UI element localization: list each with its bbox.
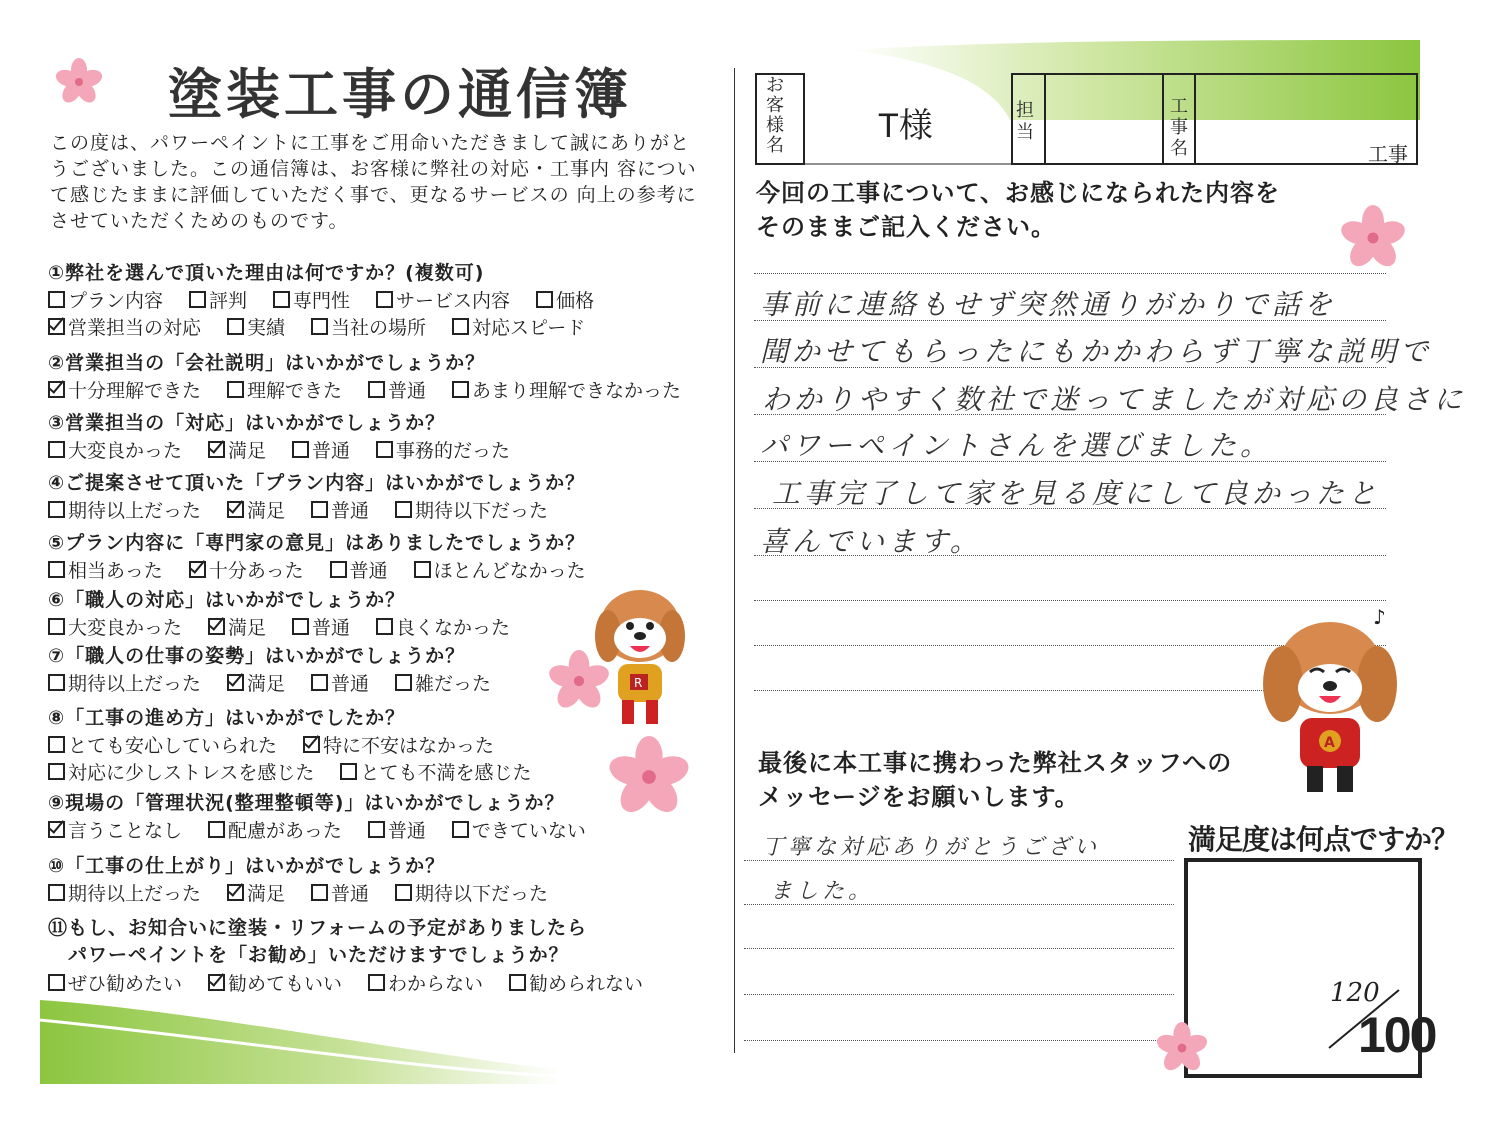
checkbox-icon[interactable]	[452, 821, 469, 838]
question-10-text: ⑩「工事の仕上がり」はいかがでしょうか？	[48, 855, 446, 877]
option-label: サービス内容	[396, 290, 511, 312]
option-label: できていない	[471, 820, 586, 842]
checkbox-icon[interactable]	[395, 501, 412, 518]
option-label: 大変良かった	[68, 440, 183, 462]
option-label: とても安心していられた	[68, 735, 278, 757]
writing-line	[754, 600, 1386, 601]
checkbox-icon[interactable]	[536, 291, 553, 308]
checkbox-icon[interactable]	[330, 561, 347, 578]
work-name-label: 工事名	[1170, 96, 1188, 159]
dog-mascot-a-icon	[1255, 606, 1405, 796]
question-option[interactable]	[330, 560, 388, 582]
score-title: 満足度は何点ですか？	[1188, 823, 1459, 856]
question-option[interactable]	[48, 380, 201, 402]
option-label: 普通	[312, 440, 351, 462]
checkbox-icon[interactable]	[395, 674, 412, 691]
checkbox-icon[interactable]	[368, 381, 385, 398]
question-option[interactable]	[452, 380, 681, 402]
checkbox-icon[interactable]	[48, 501, 65, 518]
option-label: ぜひ勧めたい	[68, 973, 183, 995]
checkbox-checked-icon[interactable]	[208, 618, 225, 635]
checkbox-icon[interactable]	[376, 441, 393, 458]
question-8-options	[48, 731, 520, 758]
checkbox-checked-icon[interactable]	[48, 318, 65, 335]
dog-mascot-r-icon	[590, 578, 690, 728]
checkbox-icon[interactable]	[414, 561, 431, 578]
checkbox-icon[interactable]	[376, 618, 393, 635]
score-value: 120	[1330, 978, 1380, 1008]
question-option[interactable]	[48, 317, 201, 339]
question-option[interactable]	[48, 973, 182, 995]
option-label: 満足	[228, 440, 267, 462]
page-divider	[734, 68, 735, 1053]
message-prompt-line2: メッセージをお願いします。	[758, 783, 1080, 811]
question-option[interactable]	[311, 500, 369, 522]
question-option[interactable]	[227, 673, 285, 695]
staff-label: 担当	[1016, 100, 1034, 143]
question-option[interactable]	[452, 820, 586, 842]
svg-text:A: A	[1324, 735, 1335, 751]
question-option[interactable]	[340, 762, 531, 784]
option-label: 満足	[247, 883, 286, 905]
handwritten-impression-line: 事前に連絡もせず突然通りがかりで話を	[760, 288, 1337, 321]
checkbox-icon[interactable]	[311, 501, 328, 518]
option-label: とても不満を感じた	[360, 762, 532, 784]
writing-line	[744, 948, 1174, 949]
checkbox-icon[interactable]	[227, 381, 244, 398]
checkbox-icon[interactable]	[311, 318, 328, 335]
question-option[interactable]	[227, 380, 342, 402]
question-10-options	[48, 879, 574, 906]
checkbox-checked-icon[interactable]	[48, 821, 65, 838]
question-7-options	[48, 669, 517, 696]
question-option[interactable]	[48, 500, 201, 522]
question-8-text: ⑧「工事の進め方」はいかがでしたか？	[48, 707, 406, 729]
question-option[interactable]	[292, 617, 350, 639]
question-5-options	[48, 556, 612, 583]
impression-prompt-line1: 今回の工事について、お感じになられた内容を	[756, 179, 1281, 207]
checkbox-icon[interactable]	[48, 674, 65, 691]
writing-line	[754, 273, 1386, 274]
question-option[interactable]	[227, 317, 285, 339]
question-1-options	[48, 313, 611, 340]
checkbox-icon[interactable]	[452, 318, 469, 335]
checkbox-icon[interactable]	[227, 318, 244, 335]
handwritten-impression-line: 喜んでいます。	[760, 525, 982, 558]
question-1-options	[48, 286, 620, 313]
checkbox-icon[interactable]	[48, 291, 65, 308]
option-label: 相当あった	[68, 560, 163, 582]
option-label: 事務的だった	[396, 440, 511, 462]
message-prompt-line1: 最後に本工事に携わった弊社スタッフへの	[758, 749, 1233, 777]
checkbox-icon[interactable]	[48, 561, 65, 578]
checkbox-icon[interactable]	[48, 618, 65, 635]
checkbox-icon[interactable]	[208, 821, 225, 838]
checkbox-icon[interactable]	[340, 763, 357, 780]
option-label: 言うことなし	[68, 820, 183, 842]
writing-line	[744, 1040, 1174, 1041]
question-option[interactable]	[189, 290, 247, 312]
option-label: 理解できた	[247, 380, 343, 402]
question-option[interactable]	[292, 440, 350, 462]
question-option[interactable]	[48, 617, 182, 639]
option-label: 期待以上だった	[68, 500, 202, 522]
question-3-text: ③営業担当の「対応」はいかがでしょうか？	[48, 412, 446, 434]
question-11-text: ⑪もし、お知合いに塗装・リフォームの予定がありましたら パワーペイントを「お勧め」いただけますでしょうか？	[48, 917, 588, 966]
question-4-options	[48, 496, 574, 523]
question-option[interactable]	[395, 883, 548, 905]
option-label: 勧めてもいい	[228, 973, 343, 995]
question-option[interactable]	[48, 440, 182, 462]
option-label: 営業担当の対応	[68, 317, 202, 339]
option-label: 対応スピード	[472, 317, 586, 339]
question-option[interactable]	[395, 500, 548, 522]
checkbox-checked-icon[interactable]	[189, 561, 206, 578]
question-option[interactable]	[189, 560, 304, 582]
question-3-options	[48, 436, 536, 463]
question-option[interactable]	[395, 673, 491, 695]
handwritten-message-line: ました。	[770, 879, 875, 904]
checkbox-icon[interactable]	[368, 974, 385, 991]
option-label: 普通	[331, 883, 370, 905]
question-5-text: ⑤プラン内容に「専門家の意見」はありましたでしょうか？	[48, 532, 586, 554]
checkbox-icon[interactable]	[452, 381, 469, 398]
option-label: 満足	[247, 500, 286, 522]
question-9-options	[48, 816, 612, 843]
question-6-text: ⑥「職人の対応」はいかがでしょうか？	[48, 589, 406, 611]
handwritten-impression-line: 工事完了して家を見る度にして良かったと	[772, 477, 1381, 510]
checkbox-icon[interactable]	[311, 884, 328, 901]
option-label: あまり理解できなかった	[472, 380, 682, 402]
checkbox-icon[interactable]	[311, 674, 328, 691]
intro-text: この度は、パワーペイントに工事をご用命いただきまして誠にありがとうございました。この通信簿は、お客様に弊社の対応・工事内 容について感じたままに評価していただく事で、更なるサービスの 向上の参考にさせていただくためのものです。	[50, 132, 697, 232]
option-label: 価格	[556, 290, 595, 312]
sakura-flower-icon	[1156, 1022, 1208, 1074]
option-label: 特に不安はなかった	[323, 735, 495, 757]
question-option[interactable]	[311, 317, 426, 339]
question-option[interactable]	[311, 883, 369, 905]
checkbox-icon[interactable]	[48, 763, 65, 780]
checkbox-icon[interactable]	[292, 441, 309, 458]
option-label: 普通	[387, 820, 426, 842]
question-6-options	[48, 613, 536, 640]
svg-text:R: R	[634, 676, 643, 690]
option-label: 普通	[388, 380, 427, 402]
question-option[interactable]	[227, 500, 285, 522]
question-option[interactable]	[227, 883, 285, 905]
option-label: 満足	[247, 673, 286, 695]
option-label: 満足	[228, 617, 267, 639]
checkbox-checked-icon[interactable]	[227, 674, 244, 691]
question-option[interactable]	[48, 735, 277, 757]
option-label: ほとんどなかった	[433, 560, 586, 582]
checkbox-icon[interactable]	[189, 291, 206, 308]
option-label: 期待以下だった	[415, 500, 549, 522]
option-label: 期待以上だった	[68, 883, 202, 905]
option-label: 実績	[247, 317, 286, 339]
option-label: 雑だった	[415, 673, 492, 695]
option-label: 対応に少しストレスを感じた	[68, 762, 315, 784]
sakura-flower-icon	[55, 58, 103, 106]
option-label: 良くなかった	[396, 617, 511, 639]
question-11-options	[48, 969, 669, 996]
question-8-options	[48, 758, 557, 785]
question-option[interactable]	[414, 560, 586, 582]
option-label: 評判	[209, 290, 248, 312]
checkbox-checked-icon[interactable]	[303, 736, 320, 753]
question-4-text: ④ご提案させて頂いた「プラン内容」はいかがでしょうか？	[48, 472, 586, 494]
handwritten-impression-line: 聞かせてもらったにもかかわらず丁寧な説明で	[760, 335, 1433, 368]
page-title: 塗装工事の通信簿	[168, 63, 632, 126]
question-option[interactable]	[536, 290, 594, 312]
customer-name-label: お客様名	[766, 75, 784, 156]
option-label: 普通	[331, 500, 370, 522]
question-option[interactable]	[208, 820, 342, 842]
question-option[interactable]	[208, 617, 266, 639]
option-label: 専門性	[293, 290, 351, 312]
option-label: 十分あった	[208, 560, 304, 582]
question-option[interactable]	[48, 673, 201, 695]
svg-text:♪: ♪	[1373, 606, 1386, 629]
question-2-options	[48, 376, 707, 403]
checkbox-icon[interactable]	[368, 821, 385, 838]
handwritten-impression-line: パワーペイントさんを選びました。	[760, 429, 1273, 462]
checkbox-checked-icon[interactable]	[227, 884, 244, 901]
checkbox-checked-icon[interactable]	[208, 974, 225, 991]
sakura-flower-icon	[608, 736, 690, 818]
question-option[interactable]	[368, 973, 483, 995]
checkbox-checked-icon[interactable]	[227, 501, 244, 518]
checkbox-icon[interactable]	[48, 974, 65, 991]
question-option[interactable]	[48, 820, 182, 842]
writing-line	[744, 994, 1174, 995]
checkbox-icon[interactable]	[48, 441, 65, 458]
question-9-text: ⑨現場の「管理状況(整理整頓等)」はいかがでしょうか？	[48, 792, 565, 814]
option-label: 普通	[349, 560, 388, 582]
question-option[interactable]	[208, 440, 266, 462]
question-option[interactable]	[303, 735, 494, 757]
handwritten-impression-line: わかりやすく数社で迷ってましたが対応の良さに	[762, 383, 1467, 416]
question-option[interactable]	[48, 762, 314, 784]
option-label: 期待以上だった	[68, 673, 202, 695]
question-option[interactable]	[452, 317, 585, 339]
option-label: 普通	[331, 673, 370, 695]
handwritten-message-line: 丁寧な対応ありがとうござい	[762, 835, 1101, 860]
impression-prompt-line2: そのままご記入ください。	[756, 213, 1056, 241]
customer-info-table	[755, 72, 1418, 166]
checkbox-checked-icon[interactable]	[48, 381, 65, 398]
question-option[interactable]	[273, 290, 350, 312]
option-label: 十分理解できた	[68, 380, 202, 402]
option-label: 配慮があった	[228, 820, 342, 842]
green-wave-decoration	[40, 1000, 560, 1084]
question-option[interactable]	[368, 380, 426, 402]
question-option[interactable]	[208, 973, 342, 995]
option-label: 普通	[312, 617, 351, 639]
option-label: プラン内容	[68, 290, 164, 312]
question-option[interactable]	[48, 560, 163, 582]
checkbox-icon[interactable]	[273, 291, 290, 308]
option-label: 大変良かった	[68, 617, 183, 639]
question-option[interactable]	[368, 820, 426, 842]
question-option[interactable]	[376, 290, 510, 312]
option-label: 当社の場所	[331, 317, 427, 339]
question-option[interactable]	[311, 673, 369, 695]
question-option[interactable]	[48, 290, 163, 312]
question-option[interactable]	[376, 440, 510, 462]
checkbox-icon[interactable]	[292, 618, 309, 635]
checkbox-icon[interactable]	[509, 974, 526, 991]
checkbox-icon[interactable]	[376, 291, 393, 308]
score-max: 100	[1358, 1007, 1436, 1063]
checkbox-checked-icon[interactable]	[208, 441, 225, 458]
checkbox-icon[interactable]	[48, 884, 65, 901]
work-name-suffix: 工事	[1368, 142, 1408, 166]
question-2-text: ②営業担当の「会社説明」はいかがでしょうか？	[48, 352, 486, 374]
sakura-flower-icon	[1340, 205, 1406, 271]
checkbox-icon[interactable]	[48, 736, 65, 753]
customer-name-value: T様	[878, 107, 933, 145]
checkbox-icon[interactable]	[395, 884, 412, 901]
question-option[interactable]	[48, 883, 201, 905]
question-1-text: ①弊社を選んで頂いた理由は何ですか？(複数可)	[48, 262, 485, 284]
option-label: わからない	[388, 973, 484, 995]
question-option[interactable]	[376, 617, 510, 639]
option-label: 勧められない	[529, 973, 644, 995]
question-7-text: ⑦「職人の仕事の姿勢」はいかがでしょうか？	[48, 645, 466, 667]
option-label: 期待以下だった	[415, 883, 549, 905]
question-option[interactable]	[509, 973, 643, 995]
